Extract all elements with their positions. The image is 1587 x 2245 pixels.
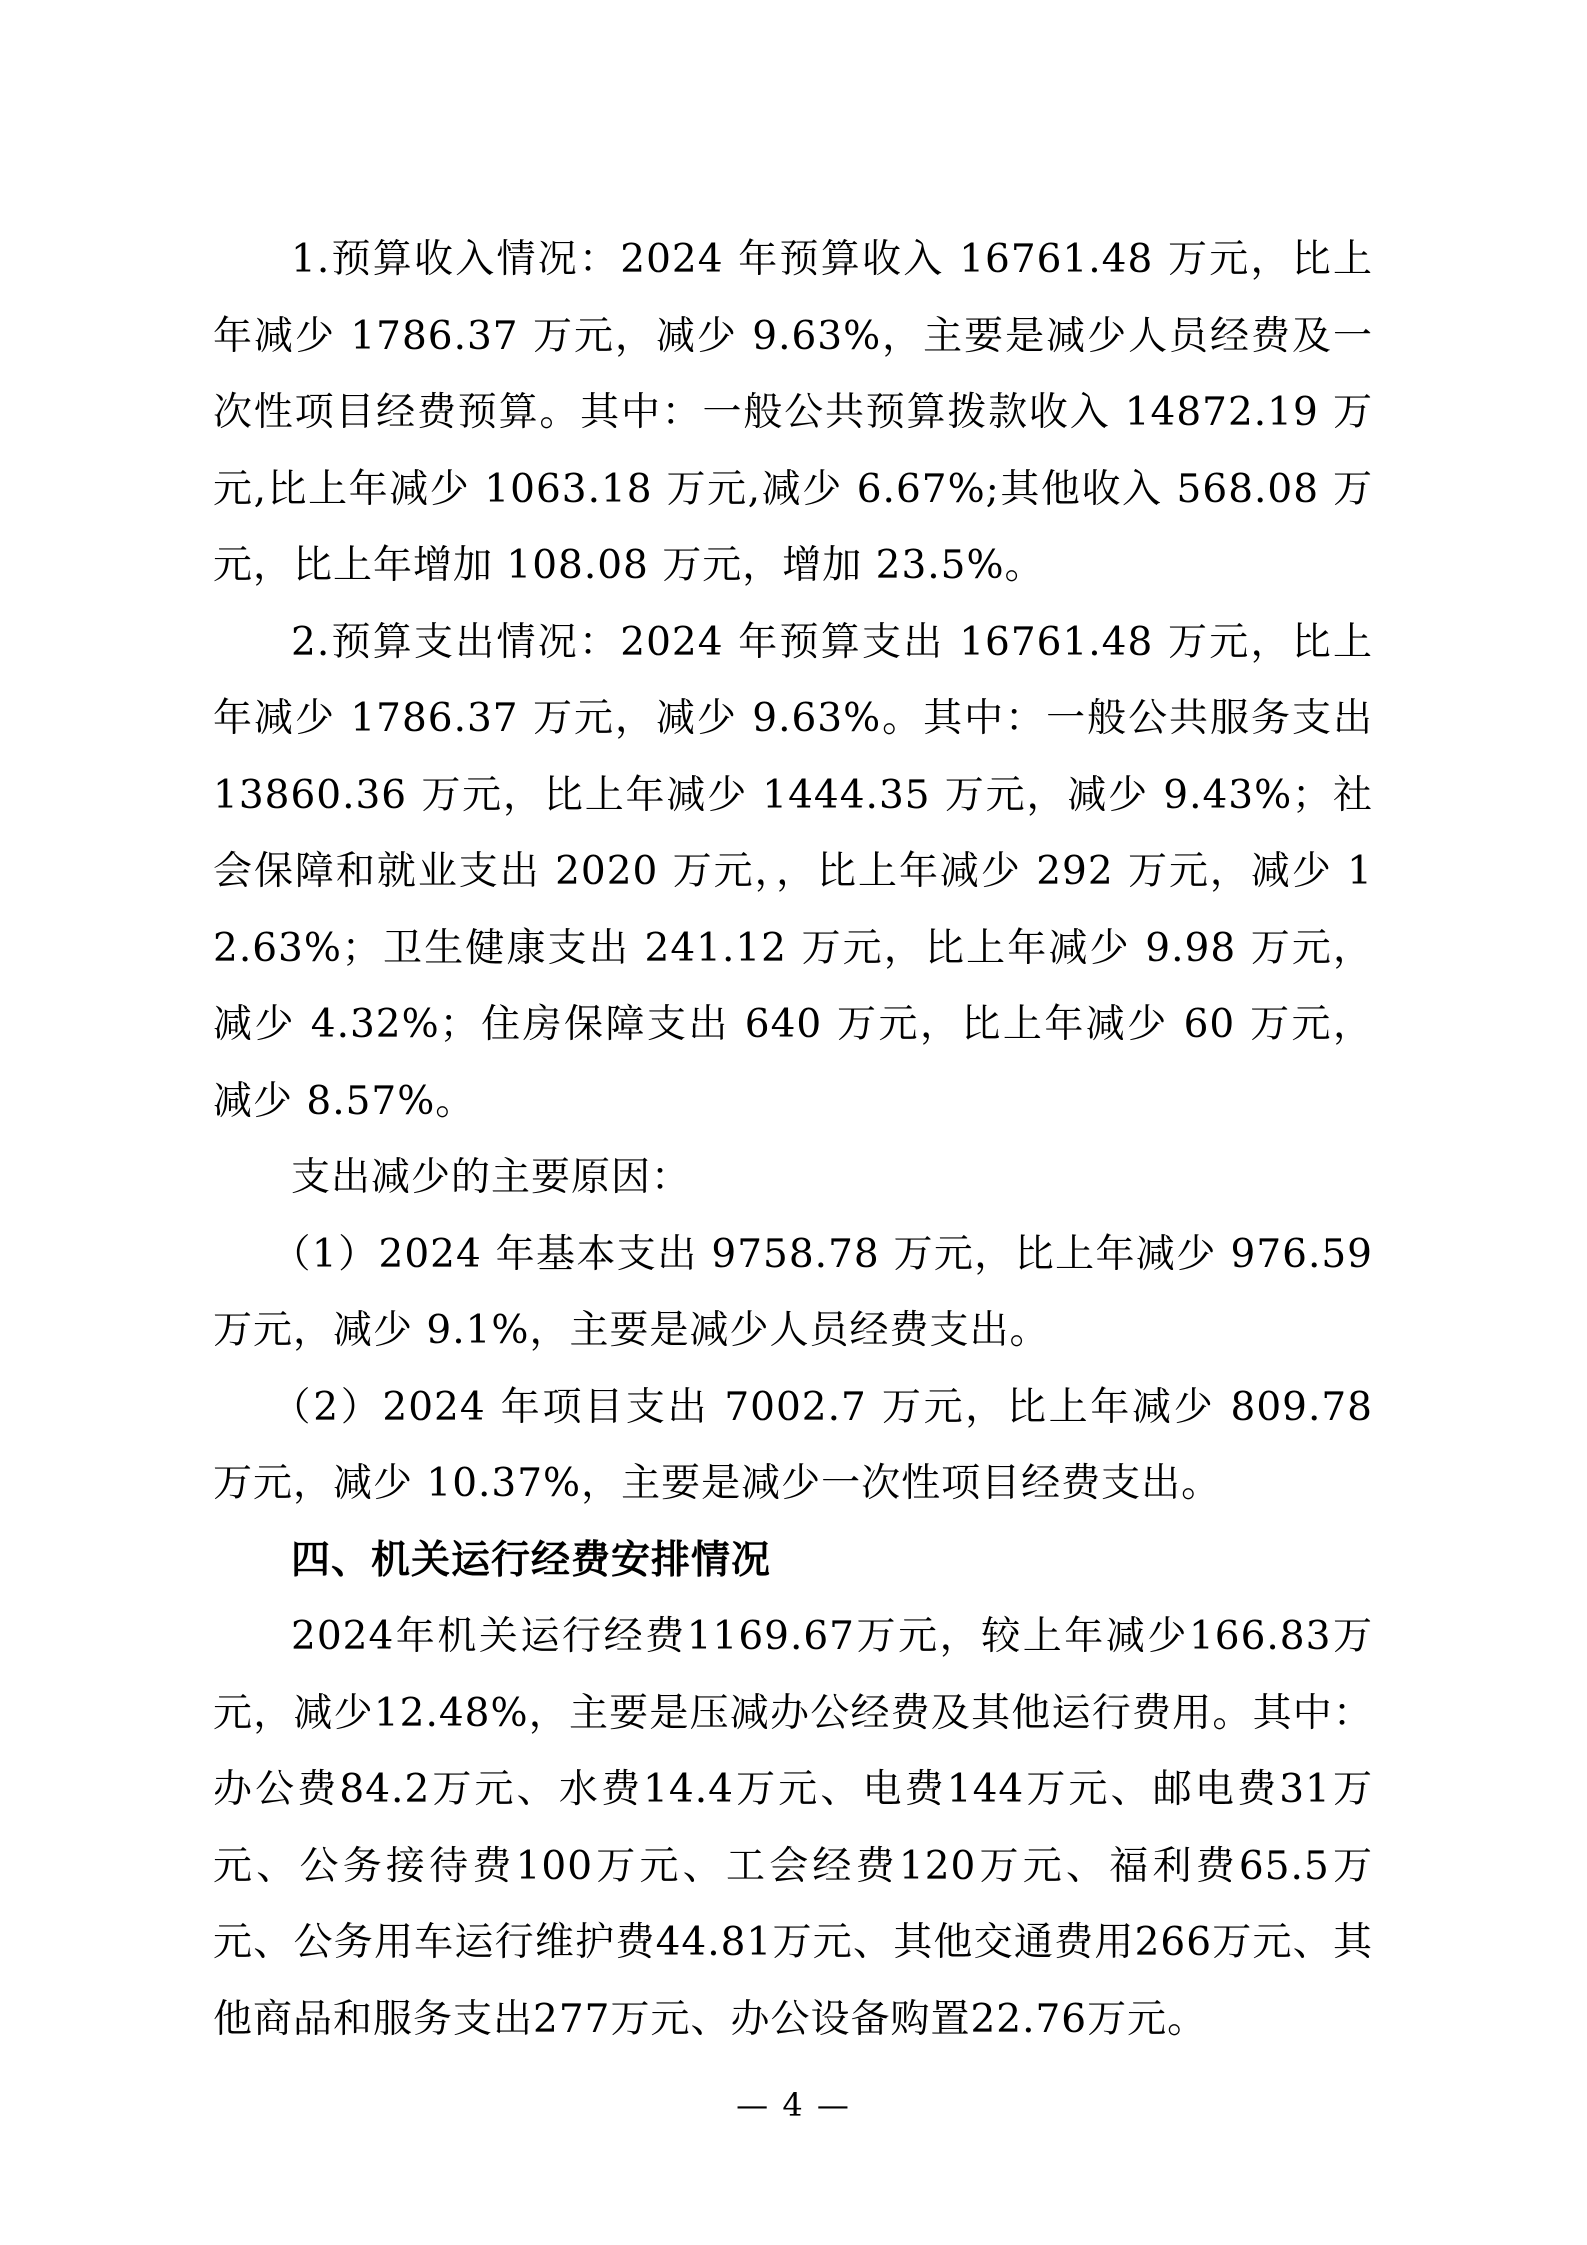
operating-funds-paragraph: 2024年机关运行经费1169.67万元，较上年减少166.83万元，减少12.48%，主要是压减办公经费及其他运行费用。其中：办公费84.2万元、水费14.4万元、电费144万元、邮电费31万元、公务接待费100万元、工会经费120万元、福利费65.5万元、公务用车运行维护费44.81万元、其他交通费用266万元、其他商品和服务支出277万元、办公设备购置22.76万元。	[213, 1614, 1373, 2042]
budget-income-paragraph: 1.预算收入情况：2024 年预算收入 16761.48 万元，比上年减少 1786.37 万元，减少 9.63%，主要是减少人员经费及一次性项目经费预算。其中：一般公共预算拨款收入 14872.19 万元,比上年减少 1063.18 万元,减少 6.67%;其他收入 568.08 万元，比上年增加 108.08 万元，增加 23.5%。	[213, 237, 1373, 588]
document-body	[213, 222, 1373, 2058]
budget-expenditure-paragraph: 2.预算支出情况：2024 年预算支出 16761.48 万元，比上年减少 1786.37 万元，减少 9.63%。其中：一般公共服务支出 13860.36 万元，比上年减少 1444.35 万元，减少 9.43%；社会保障和就业支出 2020 万元，，比上年减少 292 万元，减少 12.63%；卫生健康支出 241.12 万元，比上年减少 9.98 万元，减少 4.32%；住房保障支出 640 万元，比上年减少 60 万元，减少 8.57%。	[213, 619, 1373, 1124]
page-number: — 4 —	[736, 2086, 851, 2124]
project-expenditure-paragraph: （2）2024 年项目支出 7002.7 万元，比上年减少 809.78 万元，减少 10.37%，主要是减少一次性项目经费支出。	[213, 1384, 1373, 1506]
expenditure-reason-intro: 支出减少的主要原因：	[291, 1155, 692, 1200]
section-heading-operating-funds: 四、机关运行经费安排情况	[291, 1537, 772, 1583]
basic-expenditure-paragraph: （1）2024 年基本支出 9758.78 万元，比上年减少 976.59 万元，减少 9.1%，主要是减少人员经费支出。	[213, 1231, 1373, 1353]
